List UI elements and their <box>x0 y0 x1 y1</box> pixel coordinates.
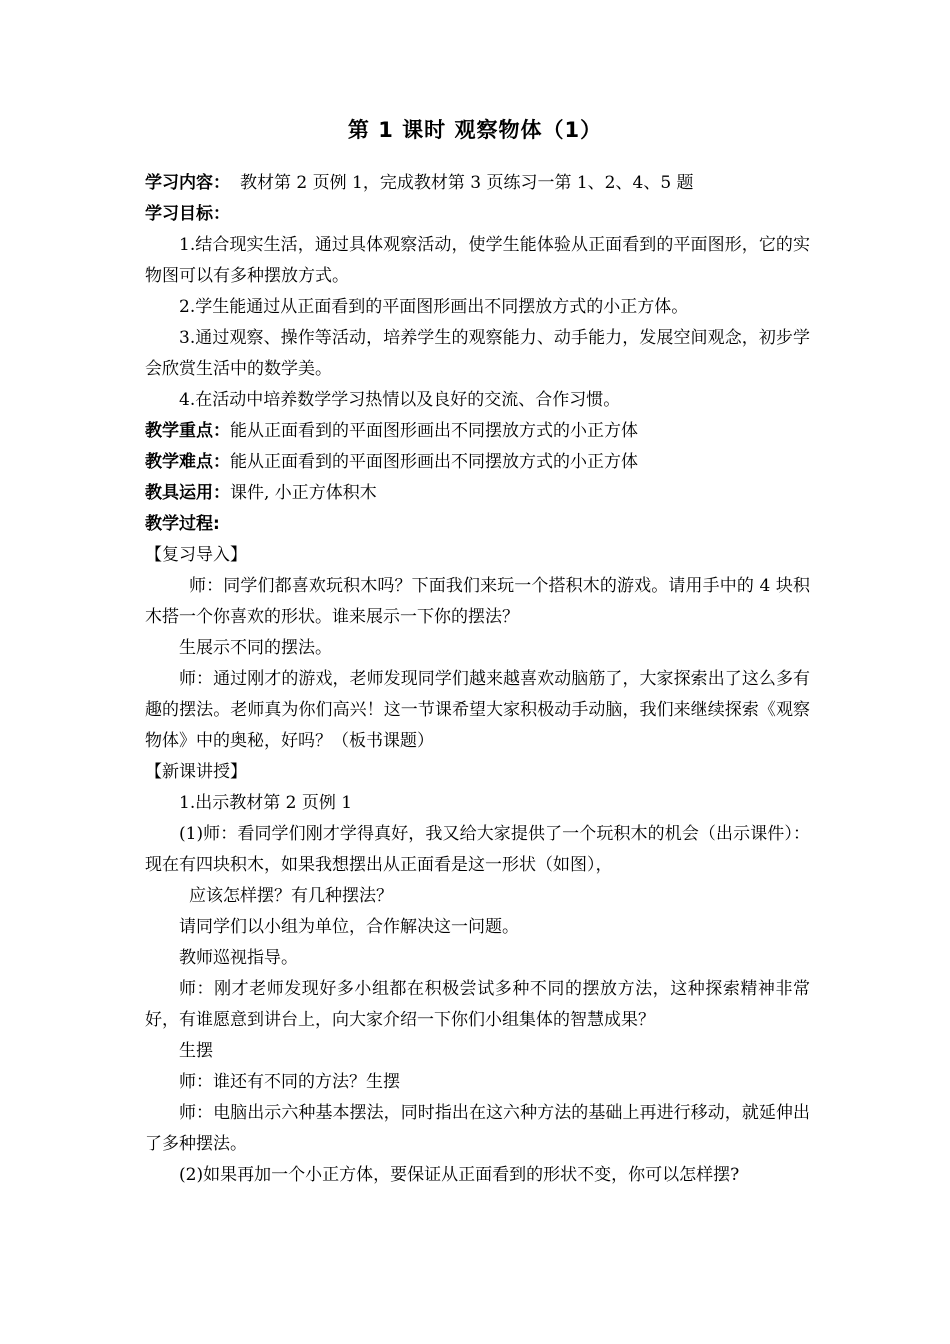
content-line <box>145 168 810 199</box>
lesson-paragraph: 教师巡视指导。 <box>179 948 298 968</box>
goals-label: 学习目标： <box>145 204 230 224</box>
goal-item: 1.结合现实生活，通过具体观察活动，使学生能体验从正面看到的平面图形，它的实物图可以有多种摆放方式。 <box>145 235 810 286</box>
content-label: 学习内容： <box>145 173 230 193</box>
goal-item: 3.通过观察、操作等活动，培养学生的观察能力、动手能力，发展空间观念，初步学会欣赏生活中的数学美。 <box>145 328 810 379</box>
document-body <box>145 168 810 1191</box>
lesson-paragraph: 1.出示教材第 2 页例 1 <box>179 793 353 813</box>
difficulty-text: 能从正面看到的平面图形画出不同摆放方式的小正方体 <box>230 452 638 472</box>
lesson-paragraph: 师：谁还有不同的方法？生摆 <box>179 1072 400 1092</box>
review-paragraph: 生展示不同的摆法。 <box>179 638 332 658</box>
tools-line <box>145 478 810 509</box>
lesson-paragraph: (2)如果再加一个小正方体，要保证从正面看到的形状不变，你可以怎样摆? <box>179 1165 740 1185</box>
lesson-paragraph: 应该怎样摆？有几种摆法？ <box>189 886 393 906</box>
difficulty-label: 教学难点： <box>145 452 230 472</box>
lesson-paragraph: 师：刚才老师发现好多小组都在积极尝试多种不同的摆放方法，这种探索精神非常好，有谁愿意到讲台上，向大家介绍一下你们小组集体的智慧成果？ <box>145 979 810 1030</box>
lesson-paragraph: 生摆 <box>179 1041 213 1061</box>
tools-text: 课件, 小正方体积木 <box>230 483 377 503</box>
lesson-paragraph: (1)师：看同学们刚才学得真好，我又给大家提供了一个玩积木的机会（出示课件）：现在有四块积木，如果我想摆出从正面看是这一形状（如图）， <box>145 824 810 875</box>
tools-label: 教具运用： <box>145 483 230 503</box>
content-text: 教材第 2 页例 1，完成教材第 3 页练习一第 1、2、4、5 题 <box>240 173 694 193</box>
new-lesson-heading: 【新课讲授】 <box>145 762 247 782</box>
key-point-text: 能从正面看到的平面图形画出不同摆放方式的小正方体 <box>230 421 638 441</box>
process-label: 教学过程: <box>145 514 220 534</box>
difficulty-line <box>145 447 810 478</box>
key-point-line <box>145 416 810 447</box>
lesson-title: 第 1 课时 观察物体（1） <box>347 118 603 142</box>
review-paragraph: 师：通过刚才的游戏，老师发现同学们越来越喜欢动脑筋了，大家探索出了这么多有趣的摆法。老师真为你们高兴！这一节课希望大家积极动手动脑，我们来继续探索《观察物体》中的奥秘，好吗？（板书课题） <box>145 669 810 751</box>
lesson-paragraph: 请同学们以小组为单位，合作解决这一问题。 <box>179 917 519 937</box>
goal-item: 2.学生能通过从正面看到的平面图形画出不同摆放方式的小正方体。 <box>179 297 689 317</box>
goal-item: 4.在活动中培养数学学习热情以及良好的交流、合作习惯。 <box>179 390 621 410</box>
review-heading: 【复习导入】 <box>145 545 247 565</box>
key-point-label: 教学重点： <box>145 421 230 441</box>
lesson-paragraph: 师：电脑出示六种基本摆法，同时指出在这六种方法的基础上再进行移动，就延伸出了多种摆法。 <box>145 1103 810 1154</box>
review-paragraph: 师：同学们都喜欢玩积木吗？下面我们来玩一个搭积木的游戏。请用手中的 4 块积木搭一个你喜欢的形状。谁来展示一下你的摆法？ <box>145 576 810 627</box>
